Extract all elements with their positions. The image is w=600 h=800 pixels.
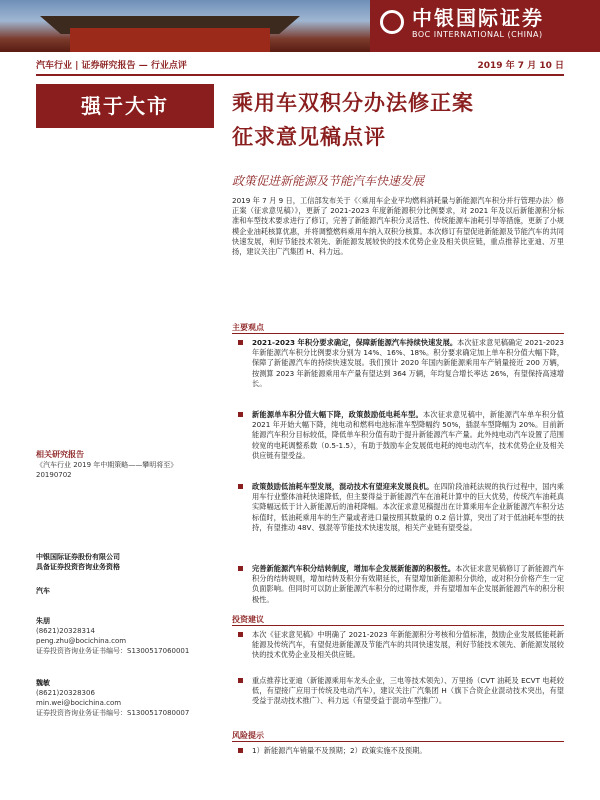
bullet-icon (238, 340, 243, 345)
bullet-icon (238, 484, 243, 489)
logo-chinese-name: 中银国际证券 (412, 6, 544, 30)
analyst-cert: 证券投资咨询业务证书编号：S1300517060001 (36, 647, 190, 655)
company-info (36, 552, 214, 596)
palace-wall-image (70, 28, 270, 52)
main-point-text: 本次征求意见稿确定 2021-2023 年新能源汽车积分比例要求分别为 14%、16%、18%。积分要求确定加上单车积分值大幅下降，保障了新能源汽车的持续快速发展。我们预计 2020 年国内新能源乘用车产销量接近 200 万辆，按测算 2023 年新能源乘用车产量有望达到 364 万辆，年均复合增长率达 26%，有望保持高速增长。 (252, 338, 564, 388)
main-point-lead: 政策鼓励低油耗车型发展，混动技术有望迎来发展良机。 (252, 482, 434, 491)
title-line-2: 征求意见稿点评 (232, 124, 386, 149)
analyst-name: 朱朋 (36, 617, 50, 625)
investment-heading: 投资建议 (232, 615, 264, 624)
analyst-cert: 证券投资咨询业务证书编号：S1300517080007 (36, 709, 190, 717)
investment-text: 本次《征求意见稿》中明确了 2021-2023 年新能源积分考核和分值标准，鼓励企业发展低能耗新能源及传统汽车，有望促进新能源及节能汽车的共同快速发展，利好节能技术领先、新能源发展较快的技术优势企业及相关供应链。 (252, 630, 564, 660)
section-divider (232, 333, 564, 334)
analyst-email[interactable]: peng.zhu@bocichina.com (36, 637, 127, 645)
analyst-card (36, 616, 214, 656)
related-reports (36, 450, 214, 480)
rating-badge: 强于大市 (36, 84, 214, 128)
analyst-phone: (8621)20328314 (36, 627, 95, 635)
header-divider (36, 74, 564, 76)
analyst-card (36, 678, 214, 718)
main-point-item (232, 410, 564, 461)
bullet-icon (238, 748, 243, 753)
main-point-lead: 新能源单车积分值大幅下降，政策鼓励低电耗车型。 (252, 410, 423, 419)
main-point-item (232, 338, 564, 389)
bullet-icon (238, 412, 243, 417)
related-report-item: 《汽车行业 2019 年中期策略——攀明将至》 20190702 (36, 461, 178, 479)
main-point-lead: 完善新能源汽车积分结转制度，增加车企发展新能源的积极性。 (252, 564, 456, 573)
company-logo (370, 0, 600, 52)
investment-item (232, 630, 564, 661)
section-divider (232, 741, 564, 742)
logo-english-name: BOC INTERNATIONAL (CHINA) (412, 30, 543, 39)
bullet-icon (238, 632, 243, 637)
industry-label: 汽车 (36, 587, 50, 595)
section-divider (232, 625, 564, 626)
company-name: 中银国际证券股份有限公司 (36, 553, 120, 561)
main-point-item (232, 482, 564, 533)
risk-text: 1）新能源汽车销量不及预期；2）政策实施不及预期。 (252, 746, 427, 755)
header-banner (0, 0, 600, 52)
report-title (232, 86, 572, 154)
investment-text: 重点推荐比亚迪（新能源乘用车龙头企业，三电等技术领先）、万里扬（CVT 油耗及 ECVT 电耗较低，有望接广应用于传统及电动汽车），建议关注广汽集团 H（旗下合资企业混动技术突出，有望受益于混动技术推广）、科力远（有望受益于混动车型推广）。 (252, 676, 564, 706)
analyst-email[interactable]: min.wei@bocichina.com (36, 699, 122, 707)
main-points-heading: 主要观点 (232, 323, 264, 332)
bullet-icon (238, 566, 243, 571)
main-point-lead: 2021-2023 年积分要求确定，保障新能源汽车持续快速发展。 (252, 338, 458, 347)
related-reports-heading: 相关研究报告 (36, 450, 84, 459)
bullet-icon (238, 678, 243, 683)
report-date: 2019 年 7 月 10 日 (477, 61, 564, 71)
risk-item (232, 746, 564, 756)
main-point-text: 本次征求意见稿修订了新能源汽车积分的结转规则，增加结转及积分有效期延长，有望增加新能源积分供给，或对积分价格产生一定负面影响。但同时可以防止新能源汽车积分的过期作废，并有望增加车企发展新能源汽车的积分积极性。 (252, 564, 564, 604)
intro-paragraph: 2019 年 7 月 9 日，工信部发布关于《〈乘用车企业平均燃料消耗量与新能源汽车积分并行管理办法〉修正案（征求意见稿）》，更新了 2021-2023 年度新能源积分比例要求，对 2021 年及以后新能源积分标准和车型技术要求进行了修订，完善了新能源汽车积分灵活性、传统能源车油耗引导等措施，更新了小规模企业油耗核算优惠，并将调整燃料乘用车纳入双积分核算。本次修订有望促进新能源及节能汽车的共同快速发展，利好节能技术领先、新能源发展较快的技术优势企业及相关供应链，重点推荐比亚迪、万里扬，建议关注广汽集团 H、科力远。 (232, 196, 564, 257)
report-category-bar (36, 58, 564, 72)
main-point-text: 本次征求意见稿中，新能源汽车单车积分值 2021 年开始大幅下降，纯电动和燃料电池标准车型降幅约 50%，插混车型降幅为 20%。目前新能源汽车积分目标较低，降低单车积分值有助于提升新能源汽车产量。此外纯电动汽车设置了范围较宽的电耗调整系数（0.5-1.5），有助于鼓励车企发展低电耗的纯电动汽车，技术优势企业及相关供应链有望受益。 (252, 410, 564, 460)
main-point-item (232, 564, 564, 605)
report-subtitle: 政策促进新能源及节能汽车快速发展 (232, 174, 425, 188)
investment-item (232, 676, 564, 707)
company-qualification: 具备证券投资咨询业务资格 (36, 563, 120, 571)
report-category: 汽车行业 | 证券研究报告 — 行业点评 (36, 61, 187, 71)
risk-heading: 风险提示 (232, 731, 264, 740)
main-point-text: 在四阶段油耗法规的执行过程中，国内乘用车行业整体油耗快速降低，但主要得益于新能源汽车在油耗计算中的巨大优势，传统汽车油耗真实降幅远低于计入新能源后的油耗降幅。本次征求意见稿提出在计算乘用车企业新能源汽车积分达标值时，低油耗乘用车的生产量或者进口量按照其数量的 0.2 倍计算，突出了对于低油耗车型的扶持，有望推动 48V、强混等节能技术快速发展，相关产业链有望受益。 (252, 482, 564, 532)
analyst-name: 魏敏 (36, 679, 50, 687)
boc-logo-icon (380, 10, 404, 34)
analyst-phone: (8621)20328306 (36, 689, 95, 697)
title-line-1: 乘用车双积分办法修正案 (232, 90, 474, 115)
